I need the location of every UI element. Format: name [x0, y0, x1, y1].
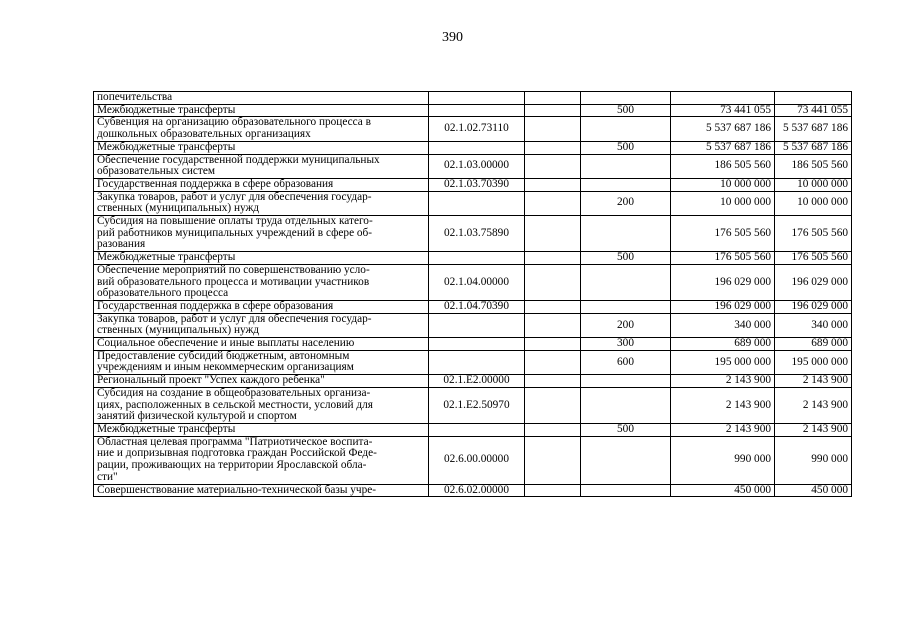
row-amount-2-cell: 2 143 900: [775, 423, 852, 436]
row-code-cell: [429, 423, 525, 436]
row-code-cell: 02.6.02.00000: [429, 484, 525, 497]
table-row: [94, 338, 852, 351]
row-amount-2-cell: 195 000 000: [775, 350, 852, 374]
row-expense-type-cell: [581, 216, 671, 252]
row-name-cell: Закупка товаров, работ и услуг для обеспечения государ- ственных (муниципальных) нужд: [94, 191, 429, 215]
row-name-cell: Межбюджетные трансферты: [94, 104, 429, 117]
row-empty-cell: [525, 104, 581, 117]
row-name-cell: Субсидия на повышение оплаты труда отдельных катего- рий работников муниципальных учреждений в сфере об- разования: [94, 216, 429, 252]
row-code-cell: 02.1.04.00000: [429, 264, 525, 300]
row-code-cell: 02.1.03.00000: [429, 154, 525, 178]
row-amount-2-cell: 340 000: [775, 313, 852, 337]
row-amount-1-cell: 990 000: [671, 436, 775, 484]
row-name-cell: Межбюджетные трансферты: [94, 141, 429, 154]
row-amount-2-cell: 5 537 687 186: [775, 117, 852, 141]
row-empty-cell: [525, 436, 581, 484]
row-amount-2-cell: [775, 92, 852, 105]
row-amount-2-cell: 2 143 900: [775, 387, 852, 423]
page-number: 390: [442, 30, 463, 45]
row-name-cell: Государственная поддержка в сфере образования: [94, 300, 429, 313]
table-row: [94, 313, 852, 337]
row-empty-cell: [525, 484, 581, 497]
row-expense-type-cell: [581, 178, 671, 191]
row-code-cell: [429, 350, 525, 374]
row-empty-cell: [525, 178, 581, 191]
table-row: [94, 423, 852, 436]
row-name-cell: Обеспечение государственной поддержки муниципальных образовательных систем: [94, 154, 429, 178]
row-expense-type-cell: [581, 375, 671, 388]
table-row: [94, 375, 852, 388]
row-amount-1-cell: [671, 92, 775, 105]
row-amount-2-cell: 689 000: [775, 338, 852, 351]
row-amount-2-cell: 450 000: [775, 484, 852, 497]
table-row: [94, 117, 852, 141]
row-name-cell: Государственная поддержка в сфере образования: [94, 178, 429, 191]
row-code-cell: 02.1.04.70390: [429, 300, 525, 313]
row-name-cell: Субсидия на создание в общеобразовательных организа- циях, расположенных в сельской местности, условий для занятий физической культурой и спортом: [94, 387, 429, 423]
row-empty-cell: [525, 216, 581, 252]
row-amount-2-cell: 2 143 900: [775, 375, 852, 388]
row-amount-1-cell: 2 143 900: [671, 423, 775, 436]
row-amount-1-cell: 195 000 000: [671, 350, 775, 374]
row-code-cell: 02.1.02.73110: [429, 117, 525, 141]
row-amount-2-cell: 10 000 000: [775, 191, 852, 215]
row-amount-1-cell: 5 537 687 186: [671, 141, 775, 154]
row-name-cell: Субвенция на организацию образовательного процесса в дошкольных образовательных организациях: [94, 117, 429, 141]
row-expense-type-cell: [581, 387, 671, 423]
row-name-cell: Закупка товаров, работ и услуг для обеспечения государ- ственных (муниципальных) нужд: [94, 313, 429, 337]
table-row: [94, 252, 852, 265]
table-row: [94, 484, 852, 497]
row-empty-cell: [525, 191, 581, 215]
row-name-cell: Региональный проект "Успех каждого ребенка": [94, 375, 429, 388]
row-amount-2-cell: 196 029 000: [775, 264, 852, 300]
row-code-cell: [429, 92, 525, 105]
row-amount-1-cell: 10 000 000: [671, 191, 775, 215]
row-code-cell: 02.1.E2.50970: [429, 387, 525, 423]
row-expense-type-cell: [581, 484, 671, 497]
row-amount-1-cell: 2 143 900: [671, 375, 775, 388]
row-empty-cell: [525, 252, 581, 265]
row-amount-1-cell: 689 000: [671, 338, 775, 351]
table-row: [94, 191, 852, 215]
row-empty-cell: [525, 300, 581, 313]
row-amount-2-cell: 176 505 560: [775, 252, 852, 265]
row-code-cell: [429, 313, 525, 337]
row-amount-1-cell: 10 000 000: [671, 178, 775, 191]
row-code-cell: [429, 338, 525, 351]
row-expense-type-cell: [581, 300, 671, 313]
row-expense-type-cell: 500: [581, 141, 671, 154]
row-code-cell: [429, 104, 525, 117]
budget-table-body: [94, 92, 852, 497]
row-empty-cell: [525, 423, 581, 436]
row-amount-2-cell: 990 000: [775, 436, 852, 484]
row-empty-cell: [525, 117, 581, 141]
table-row: [94, 350, 852, 374]
row-code-cell: 02.1.03.70390: [429, 178, 525, 191]
table-row: [94, 141, 852, 154]
row-empty-cell: [525, 387, 581, 423]
row-name-cell: Межбюджетные трансферты: [94, 423, 429, 436]
row-amount-2-cell: 186 505 560: [775, 154, 852, 178]
row-code-cell: 02.6.00.00000: [429, 436, 525, 484]
row-expense-type-cell: 300: [581, 338, 671, 351]
row-amount-1-cell: 186 505 560: [671, 154, 775, 178]
row-code-cell: [429, 252, 525, 265]
row-expense-type-cell: 600: [581, 350, 671, 374]
table-row: [94, 92, 852, 105]
row-name-cell: Социальное обеспечение и иные выплаты населению: [94, 338, 429, 351]
row-expense-type-cell: [581, 436, 671, 484]
row-empty-cell: [525, 350, 581, 374]
row-code-cell: [429, 141, 525, 154]
row-amount-2-cell: 10 000 000: [775, 178, 852, 191]
row-expense-type-cell: [581, 264, 671, 300]
row-amount-2-cell: 73 441 055: [775, 104, 852, 117]
row-name-cell: Межбюджетные трансферты: [94, 252, 429, 265]
row-name-cell: Обеспечение мероприятий по совершенствованию усло- вий образовательного процесса и мотивации участников образовательного процесса: [94, 264, 429, 300]
row-expense-type-cell: 500: [581, 252, 671, 265]
row-amount-1-cell: 5 537 687 186: [671, 117, 775, 141]
table-row: [94, 436, 852, 484]
row-name-cell: Областная целевая программа "Патриотическое воспита- ние и допризывная подготовка граждан Российской Феде- рации, проживающих на территории Ярославской обла- сти": [94, 436, 429, 484]
row-expense-type-cell: [581, 117, 671, 141]
row-code-cell: 02.1.E2.00000: [429, 375, 525, 388]
table-row: [94, 300, 852, 313]
row-amount-2-cell: 196 029 000: [775, 300, 852, 313]
row-expense-type-cell: [581, 154, 671, 178]
row-expense-type-cell: 500: [581, 423, 671, 436]
table-row: [94, 104, 852, 117]
row-code-cell: [429, 191, 525, 215]
row-amount-2-cell: 5 537 687 186: [775, 141, 852, 154]
row-empty-cell: [525, 375, 581, 388]
row-amount-1-cell: 196 029 000: [671, 300, 775, 313]
row-amount-1-cell: 176 505 560: [671, 252, 775, 265]
row-empty-cell: [525, 313, 581, 337]
row-empty-cell: [525, 338, 581, 351]
table-row: [94, 387, 852, 423]
row-expense-type-cell: 200: [581, 191, 671, 215]
row-name-cell: попечительства: [94, 92, 429, 105]
table-row: [94, 154, 852, 178]
row-amount-1-cell: 196 029 000: [671, 264, 775, 300]
row-amount-1-cell: 450 000: [671, 484, 775, 497]
row-amount-1-cell: 176 505 560: [671, 216, 775, 252]
row-code-cell: 02.1.03.75890: [429, 216, 525, 252]
row-expense-type-cell: [581, 92, 671, 105]
row-empty-cell: [525, 141, 581, 154]
row-amount-1-cell: 2 143 900: [671, 387, 775, 423]
row-amount-2-cell: 176 505 560: [775, 216, 852, 252]
row-amount-1-cell: 73 441 055: [671, 104, 775, 117]
table-row: [94, 178, 852, 191]
budget-table: [93, 91, 852, 497]
row-amount-1-cell: 340 000: [671, 313, 775, 337]
row-empty-cell: [525, 92, 581, 105]
row-empty-cell: [525, 264, 581, 300]
row-expense-type-cell: 200: [581, 313, 671, 337]
table-row: [94, 216, 852, 252]
table-row: [94, 264, 852, 300]
row-expense-type-cell: 500: [581, 104, 671, 117]
row-name-cell: Совершенствование материально-технической базы учре-: [94, 484, 429, 497]
row-name-cell: Предоставление субсидий бюджетным, автономным учреждениям и иным некоммерческим организациям: [94, 350, 429, 374]
row-empty-cell: [525, 154, 581, 178]
